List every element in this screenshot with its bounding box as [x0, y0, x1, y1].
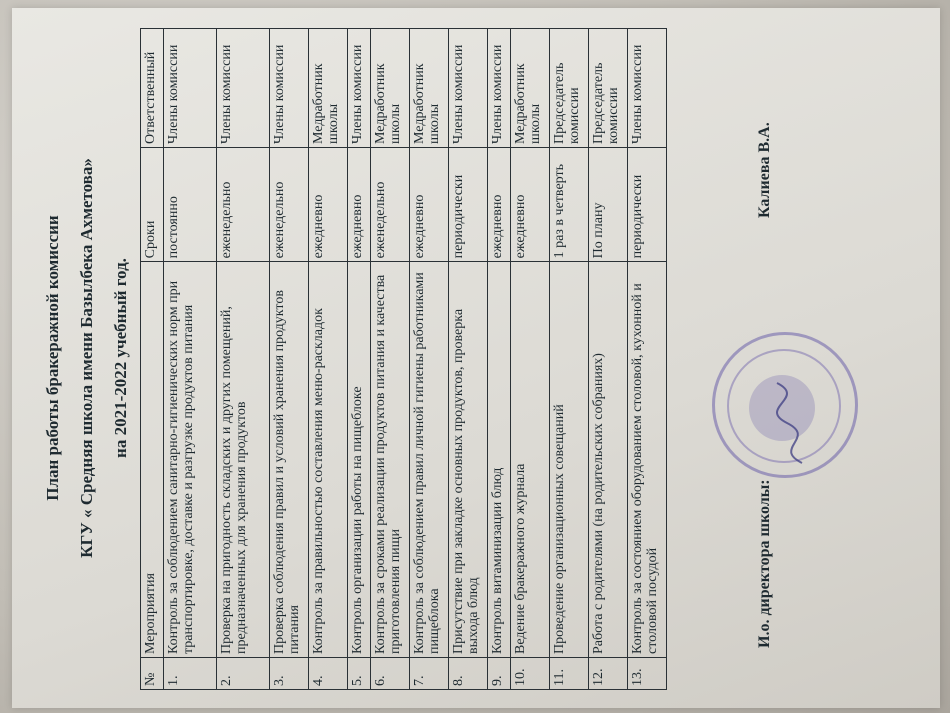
- row-term: По плану: [589, 147, 628, 261]
- row-term: ежедневно: [488, 147, 511, 261]
- row-activity: Контроль за соблюдением правил личной гигиены работниками пищеблока: [410, 262, 449, 658]
- column-header-responsible: Ответственный: [141, 29, 164, 148]
- row-responsible: Члены комиссии: [217, 29, 270, 148]
- row-number: 1.: [164, 657, 217, 689]
- row-term: еженедельно: [270, 147, 309, 261]
- row-responsible: Медработник школы: [309, 29, 348, 148]
- row-responsible: Председатель комиссии: [589, 29, 628, 148]
- table-row: [511, 29, 550, 690]
- title-line-1: План работы бракеражной комиссии: [43, 215, 62, 501]
- handwritten-signature: [762, 378, 822, 468]
- row-number: 5.: [348, 657, 371, 689]
- table-row: [309, 29, 348, 690]
- table-row: [550, 29, 589, 690]
- row-number: 6.: [371, 657, 410, 689]
- signature-position: И.о. директора школы:: [756, 479, 773, 648]
- row-responsible: Члены комиссии: [449, 29, 488, 148]
- row-activity: Проверка соблюдения правил и условий хранения продуктов питания: [270, 262, 309, 658]
- row-term: еженедельно: [217, 147, 270, 261]
- row-responsible: Медработник школы: [371, 29, 410, 148]
- row-responsible: Члены комиссии: [628, 29, 667, 148]
- row-responsible: Члены комиссии: [164, 29, 217, 148]
- row-number: 2.: [217, 657, 270, 689]
- plan-table: [140, 28, 667, 690]
- row-activity: Контроль за правильностью составления меню-раскладок: [309, 262, 348, 658]
- table-row: [449, 29, 488, 690]
- row-number: 3.: [270, 657, 309, 689]
- row-activity: Контроль организации работы на пищеблоке: [348, 262, 371, 658]
- row-activity: Контроль витаминизации блюд: [488, 262, 511, 658]
- row-activity: Контроль за сроками реализации продуктов питания и качества приготовления пищи: [371, 262, 410, 658]
- row-term: постоянно: [164, 147, 217, 261]
- row-responsible: Члены комиссии: [270, 29, 309, 148]
- row-number: 9.: [488, 657, 511, 689]
- row-activity: Присутствие при закладке основных продуктов, проверка выхода блюд: [449, 262, 488, 658]
- column-header-activity: Мероприятия: [141, 262, 164, 658]
- row-number: 11.: [550, 657, 589, 689]
- row-term: еженедельно: [371, 147, 410, 261]
- row-responsible: Медработник школы: [511, 29, 550, 148]
- row-number: 4.: [309, 657, 348, 689]
- title-line-3: на 2021-2022 учебный год.: [111, 258, 130, 458]
- table-header-row: [141, 29, 164, 690]
- document-header: [44, 18, 146, 698]
- row-responsible: Медработник школы: [410, 29, 449, 148]
- row-number: 10.: [511, 657, 550, 689]
- row-term: ежедневно: [309, 147, 348, 261]
- row-term: ежедневно: [410, 147, 449, 261]
- row-number: 7.: [410, 657, 449, 689]
- table-row: [410, 29, 449, 690]
- table-row: [488, 29, 511, 690]
- table-row: [371, 29, 410, 690]
- row-activity: Проведение организационных совещаний: [550, 262, 589, 658]
- row-number: 8.: [449, 657, 488, 689]
- table-row: [348, 29, 371, 690]
- row-number: 12.: [589, 657, 628, 689]
- row-activity: Проверка на пригодность складских и других помещений, предназначенных для хранения продуктов: [217, 262, 270, 658]
- table-row: [270, 29, 309, 690]
- row-term: периодически: [449, 147, 488, 261]
- row-responsible: Председатель комиссии: [550, 29, 589, 148]
- row-responsible: Члены комиссии: [348, 29, 371, 148]
- column-header-number: №: [141, 657, 164, 689]
- row-activity: Ведение бракеражного журнала: [511, 262, 550, 658]
- table-row: [217, 29, 270, 690]
- row-number: 13.: [628, 657, 667, 689]
- table-row: [164, 29, 217, 690]
- table-row: [589, 29, 628, 690]
- row-term: ежедневно: [511, 147, 550, 261]
- row-activity: Контроль за состоянием оборудованием столовой, кухонной и столовой посудой: [628, 262, 667, 658]
- row-activity: Работа с родителями (на родительских собраниях): [589, 262, 628, 658]
- title-line-2: КГУ « Средняя школа имени Базылбека Ахметова»: [77, 158, 96, 558]
- row-responsible: Члены комиссии: [488, 29, 511, 148]
- column-header-term: Сроки: [141, 147, 164, 261]
- document-sheet: [12, 8, 940, 708]
- row-term: ежедневно: [348, 147, 371, 261]
- signature-name: Калиева В.А.: [756, 122, 773, 218]
- row-activity: Контроль за соблюдением санитарно-гигиенических норм при транспортировке, доставке и разгрузке продуктов питания: [164, 262, 217, 658]
- rotated-page: [32, 18, 932, 698]
- row-term: 1 раз в четверть: [550, 147, 589, 261]
- table-row: [628, 29, 667, 690]
- row-term: периодически: [628, 147, 667, 261]
